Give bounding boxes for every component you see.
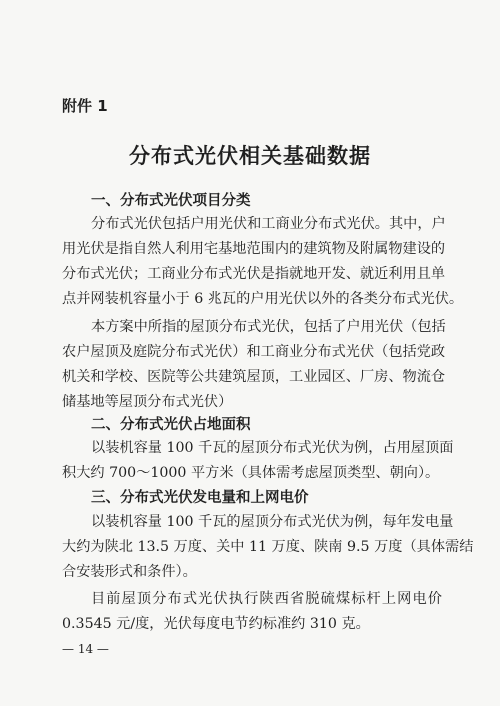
page-number: — 14 — (62, 642, 109, 656)
section-1-heading: 一、分布式光伏项目分类 (91, 193, 251, 209)
section-1-paragraph-1-line-4: 点并网装机容量小于 6 兆瓦的户用光伏以外的各类分布式光伏。 (62, 291, 464, 307)
section-3-paragraph-2-line-2: 0.3545 元/度，光伏每度电节约标准约 310 克。 (62, 616, 370, 632)
section-1-paragraph-2-line-4: 储基地等屋顶分布式光伏） (62, 394, 233, 410)
section-1-paragraph-1-line-2: 用光伏是指自然人利用宅基地范围内的建筑物及附属物建设的 (62, 241, 446, 257)
section-3-paragraph-1-line-2: 大约为陕北 13.5 万度、关中 11 万度、陕南 9.5 万度（具体需结 (62, 539, 474, 555)
section-1-paragraph-2-line-2: 农户屋顶及庭院分布式光伏）和工商业分布式光伏（包括党政 (62, 344, 446, 360)
section-2-heading: 二、分布式光伏占地面积 (91, 417, 251, 433)
section-1-paragraph-2-line-3: 机关和学校、医院等公共建筑屋顶，工业园区、厂房、物流仓 (62, 369, 446, 385)
attachment-label: 附件 1 (62, 97, 108, 115)
section-1-paragraph-1-line-3: 分布式光伏；工商业分布式光伏是指就地开发、就近利用且单 (62, 266, 446, 282)
section-3-paragraph-1-line-3: 合安装形式和条件）。 (62, 564, 197, 580)
section-1-paragraph-2-line-1: 本方案中所指的屋顶分布式光伏，包括了户用光伏（包括 (91, 319, 446, 335)
document-title: 分布式光伏相关基础数据 (129, 144, 371, 168)
section-3-paragraph-2-line-1: 目前屋顶分布式光伏执行陕西省脱硫煤标杆上网电价 (91, 591, 442, 607)
section-3-paragraph-1-line-1: 以装机容量 100 千瓦的屋顶分布式光伏为例，每年发电量 (91, 514, 454, 530)
section-1-paragraph-1-line-1: 分布式光伏包括户用光伏和工商业分布式光伏。其中，户 (91, 216, 446, 232)
section-2-paragraph-1-line-2: 积大约 700～1000 平方米（具体需考虑屋顶类型、朝向）。 (62, 465, 440, 481)
section-3-heading: 三、分布式光伏发电量和上网电价 (91, 490, 309, 506)
section-2-paragraph-1-line-1: 以装机容量 100 千瓦的屋顶分布式光伏为例，占用屋顶面 (91, 440, 454, 456)
